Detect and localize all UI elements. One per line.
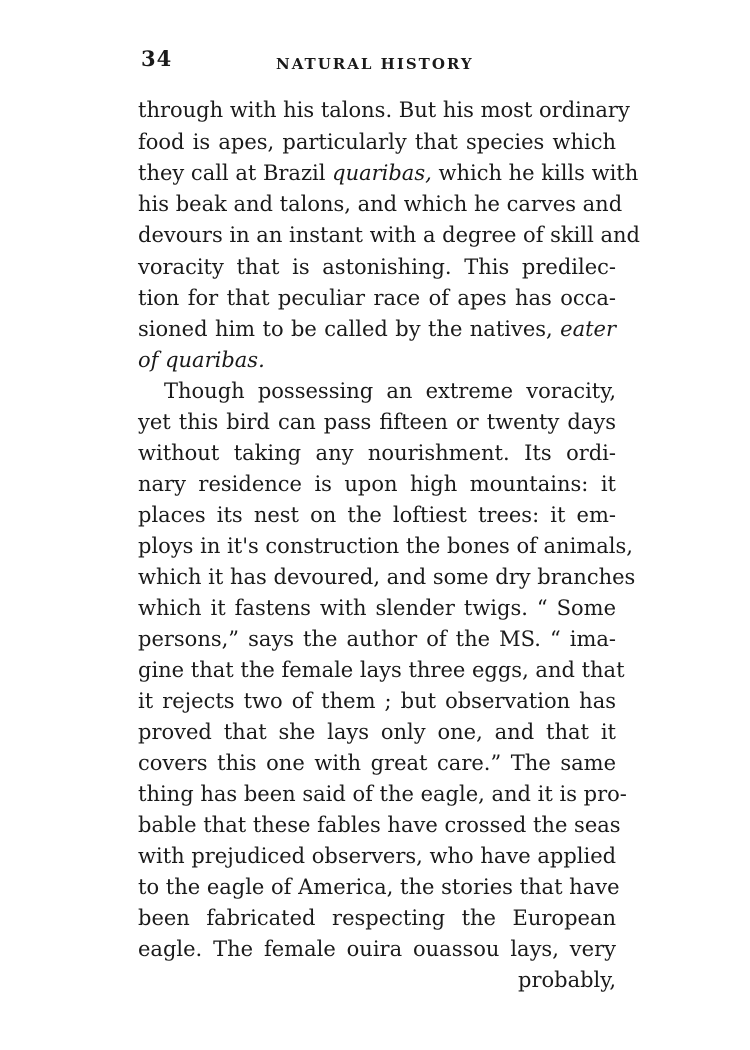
- text-line: sioned him to be called by the natives, eater: [138, 317, 616, 341]
- text-line: voracity that is astonishing. This predilec-: [138, 255, 616, 279]
- text-line: food is apes, particularly that species which: [138, 130, 616, 154]
- text-line: nary residence is upon high mountains: it: [138, 472, 616, 496]
- text-line: persons,” says the author of the MS. “ ima-: [138, 627, 616, 651]
- text-line: ploys in it's construction the bones of animals,: [138, 534, 633, 558]
- text-line: eagle. The female ouira ouassou lays, very: [138, 937, 616, 961]
- text-line: gine that the female lays three eggs, and that: [138, 658, 625, 682]
- text-line: been fabricated respecting the European: [138, 906, 616, 930]
- paragraph-start-line: Though possessing an extreme voracity,: [164, 379, 616, 403]
- running-title: NATURAL HISTORY: [276, 55, 474, 73]
- catchword: probably,: [518, 968, 616, 992]
- text-line: without taking any nourishment. Its ordi-: [138, 441, 616, 465]
- text-line: devours in an instant with a degree of skill and: [138, 223, 640, 247]
- text-line: which it has devoured, and some dry branches: [138, 565, 636, 589]
- italic-term: eater: [560, 317, 616, 341]
- italic-term: quaribas,: [332, 161, 432, 185]
- text-line: which it fastens with slender twigs. “ Some: [138, 596, 616, 620]
- italic-term: of quaribas.: [138, 348, 265, 372]
- text-line: covers this one with great care.” The same: [138, 751, 616, 775]
- text-line: through with his talons. But his most ordinary: [138, 98, 630, 122]
- text-line: thing has been said of the eagle, and it is pro-: [138, 782, 627, 806]
- text-line: [138, 344, 616, 376]
- text-line: proved that she lays only one, and that it: [138, 720, 616, 744]
- text-line: with prejudiced observers, who have applied: [138, 844, 617, 868]
- text-line: tion for that peculiar race of apes has occa-: [138, 286, 616, 310]
- text-line: they call at Brazil quaribas, which he kills with: [138, 161, 639, 185]
- page-number: 34: [141, 46, 173, 71]
- text-line: yet this bird can pass fifteen or twenty days: [138, 410, 616, 434]
- text-line: bable that these fables have crossed the seas: [138, 813, 621, 837]
- text-line: it rejects two of them ; but observation has: [138, 689, 616, 713]
- text-line: to the eagle of America, the stories that have: [138, 875, 620, 899]
- text-line: places its nest on the loftiest trees: it em-: [138, 503, 616, 527]
- text-line: his beak and talons, and which he carves and: [138, 192, 623, 216]
